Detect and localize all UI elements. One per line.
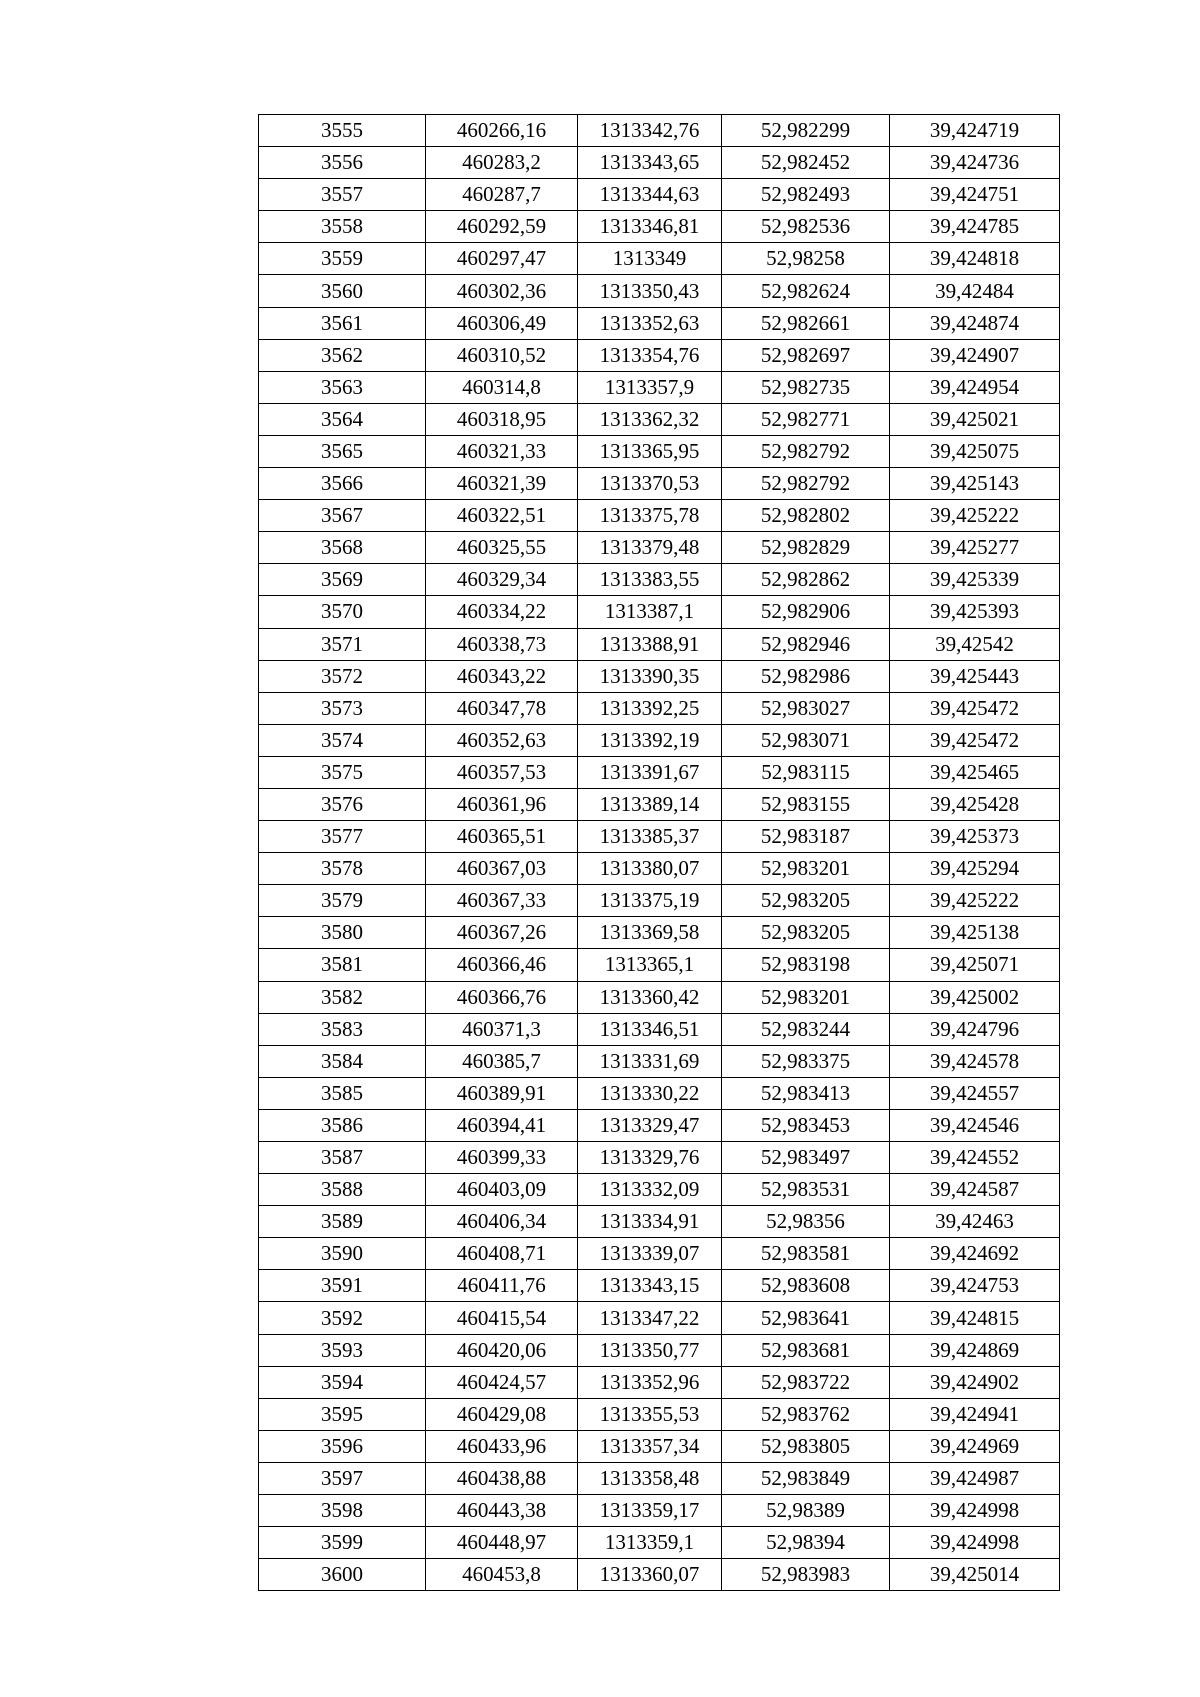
y-coordinate-cell: 1313354,76: [578, 339, 722, 371]
latitude-cell: 52,983244: [722, 1013, 890, 1045]
table-row: [259, 211, 1060, 243]
x-coordinate-cell: 460424,57: [426, 1366, 578, 1398]
table-row: [259, 1559, 1060, 1591]
x-coordinate-cell: 460415,54: [426, 1302, 578, 1334]
y-coordinate-cell: 1313365,1: [578, 949, 722, 981]
longitude-cell: 39,424902: [890, 1366, 1060, 1398]
latitude-cell: 52,982452: [722, 147, 890, 179]
table-row: [259, 853, 1060, 885]
latitude-cell: 52,982624: [722, 275, 890, 307]
longitude-cell: 39,425373: [890, 821, 1060, 853]
point-number-cell: 3563: [259, 371, 426, 403]
table-row: [259, 628, 1060, 660]
y-coordinate-cell: 1313391,67: [578, 756, 722, 788]
y-coordinate-cell: 1313379,48: [578, 532, 722, 564]
y-coordinate-cell: 1313352,96: [578, 1366, 722, 1398]
point-number-cell: 3575: [259, 756, 426, 788]
table-row: [259, 1527, 1060, 1559]
point-number-cell: 3573: [259, 692, 426, 724]
y-coordinate-cell: 1313375,19: [578, 885, 722, 917]
point-number-cell: 3588: [259, 1174, 426, 1206]
point-number-cell: 3589: [259, 1206, 426, 1238]
y-coordinate-cell: 1313350,77: [578, 1334, 722, 1366]
y-coordinate-cell: 1313383,55: [578, 564, 722, 596]
latitude-cell: 52,982829: [722, 532, 890, 564]
table-row: [259, 1045, 1060, 1077]
y-coordinate-cell: 1313385,37: [578, 821, 722, 853]
coordinates-table-body: [259, 115, 1060, 1591]
x-coordinate-cell: 460411,76: [426, 1270, 578, 1302]
latitude-cell: 52,982946: [722, 628, 890, 660]
table-row: [259, 949, 1060, 981]
point-number-cell: 3597: [259, 1462, 426, 1494]
y-coordinate-cell: 1313359,17: [578, 1495, 722, 1527]
table-row: [259, 821, 1060, 853]
longitude-cell: 39,425465: [890, 756, 1060, 788]
table-row: [259, 596, 1060, 628]
table-row: [259, 1462, 1060, 1494]
latitude-cell: 52,983762: [722, 1398, 890, 1430]
y-coordinate-cell: 1313334,91: [578, 1206, 722, 1238]
longitude-cell: 39,425002: [890, 981, 1060, 1013]
y-coordinate-cell: 1313346,51: [578, 1013, 722, 1045]
table-row: [259, 1206, 1060, 1238]
x-coordinate-cell: 460347,78: [426, 692, 578, 724]
point-number-cell: 3557: [259, 179, 426, 211]
y-coordinate-cell: 1313390,35: [578, 660, 722, 692]
x-coordinate-cell: 460429,08: [426, 1398, 578, 1430]
table-row: [259, 115, 1060, 147]
table-row: [259, 500, 1060, 532]
longitude-cell: 39,425294: [890, 853, 1060, 885]
point-number-cell: 3598: [259, 1495, 426, 1527]
longitude-cell: 39,425428: [890, 788, 1060, 820]
latitude-cell: 52,982536: [722, 211, 890, 243]
table-row: [259, 1174, 1060, 1206]
point-number-cell: 3593: [259, 1334, 426, 1366]
point-number-cell: 3599: [259, 1527, 426, 1559]
y-coordinate-cell: 1313358,48: [578, 1462, 722, 1494]
longitude-cell: 39,424546: [890, 1109, 1060, 1141]
longitude-cell: 39,425071: [890, 949, 1060, 981]
x-coordinate-cell: 460306,49: [426, 307, 578, 339]
point-number-cell: 3558: [259, 211, 426, 243]
x-coordinate-cell: 460325,55: [426, 532, 578, 564]
longitude-cell: 39,425075: [890, 435, 1060, 467]
point-number-cell: 3559: [259, 243, 426, 275]
x-coordinate-cell: 460389,91: [426, 1077, 578, 1109]
table-row: [259, 788, 1060, 820]
longitude-cell: 39,424785: [890, 211, 1060, 243]
x-coordinate-cell: 460266,16: [426, 115, 578, 147]
point-number-cell: 3565: [259, 435, 426, 467]
y-coordinate-cell: 1313347,22: [578, 1302, 722, 1334]
latitude-cell: 52,983805: [722, 1430, 890, 1462]
latitude-cell: 52,982735: [722, 371, 890, 403]
x-coordinate-cell: 460329,34: [426, 564, 578, 596]
table-row: [259, 1495, 1060, 1527]
table-row: [259, 1366, 1060, 1398]
x-coordinate-cell: 460371,3: [426, 1013, 578, 1045]
point-number-cell: 3580: [259, 917, 426, 949]
x-coordinate-cell: 460399,33: [426, 1142, 578, 1174]
x-coordinate-cell: 460334,22: [426, 596, 578, 628]
longitude-cell: 39,424969: [890, 1430, 1060, 1462]
table-row: [259, 1013, 1060, 1045]
latitude-cell: 52,98356: [722, 1206, 890, 1238]
longitude-cell: 39,424736: [890, 147, 1060, 179]
y-coordinate-cell: 1313365,95: [578, 435, 722, 467]
latitude-cell: 52,982771: [722, 403, 890, 435]
point-number-cell: 3578: [259, 853, 426, 885]
y-coordinate-cell: 1313380,07: [578, 853, 722, 885]
x-coordinate-cell: 460394,41: [426, 1109, 578, 1141]
latitude-cell: 52,982697: [722, 339, 890, 371]
point-number-cell: 3576: [259, 788, 426, 820]
y-coordinate-cell: 1313369,58: [578, 917, 722, 949]
longitude-cell: 39,424874: [890, 307, 1060, 339]
x-coordinate-cell: 460314,8: [426, 371, 578, 403]
y-coordinate-cell: 1313339,07: [578, 1238, 722, 1270]
longitude-cell: 39,424818: [890, 243, 1060, 275]
latitude-cell: 52,982986: [722, 660, 890, 692]
x-coordinate-cell: 460283,2: [426, 147, 578, 179]
longitude-cell: 39,424552: [890, 1142, 1060, 1174]
y-coordinate-cell: 1313362,32: [578, 403, 722, 435]
latitude-cell: 52,982802: [722, 500, 890, 532]
latitude-cell: 52,983201: [722, 981, 890, 1013]
y-coordinate-cell: 1313329,76: [578, 1142, 722, 1174]
table-row: [259, 339, 1060, 371]
longitude-cell: 39,425021: [890, 403, 1060, 435]
longitude-cell: 39,425339: [890, 564, 1060, 596]
y-coordinate-cell: 1313355,53: [578, 1398, 722, 1430]
table-row: [259, 435, 1060, 467]
table-row: [259, 692, 1060, 724]
table-row: [259, 532, 1060, 564]
point-number-cell: 3574: [259, 724, 426, 756]
latitude-cell: 52,983849: [722, 1462, 890, 1494]
longitude-cell: 39,425222: [890, 885, 1060, 917]
table-row: [259, 1430, 1060, 1462]
x-coordinate-cell: 460318,95: [426, 403, 578, 435]
latitude-cell: 52,983155: [722, 788, 890, 820]
point-number-cell: 3596: [259, 1430, 426, 1462]
point-number-cell: 3568: [259, 532, 426, 564]
point-number-cell: 3592: [259, 1302, 426, 1334]
latitude-cell: 52,983531: [722, 1174, 890, 1206]
latitude-cell: 52,983497: [722, 1142, 890, 1174]
x-coordinate-cell: 460361,96: [426, 788, 578, 820]
y-coordinate-cell: 1313360,07: [578, 1559, 722, 1591]
x-coordinate-cell: 460367,26: [426, 917, 578, 949]
y-coordinate-cell: 1313388,91: [578, 628, 722, 660]
longitude-cell: 39,424907: [890, 339, 1060, 371]
x-coordinate-cell: 460292,59: [426, 211, 578, 243]
point-number-cell: 3600: [259, 1559, 426, 1591]
x-coordinate-cell: 460385,7: [426, 1045, 578, 1077]
longitude-cell: 39,425472: [890, 724, 1060, 756]
point-number-cell: 3581: [259, 949, 426, 981]
x-coordinate-cell: 460366,76: [426, 981, 578, 1013]
x-coordinate-cell: 460338,73: [426, 628, 578, 660]
table-row: [259, 403, 1060, 435]
point-number-cell: 3594: [259, 1366, 426, 1398]
latitude-cell: 52,983198: [722, 949, 890, 981]
point-number-cell: 3571: [259, 628, 426, 660]
latitude-cell: 52,982792: [722, 468, 890, 500]
longitude-cell: 39,424869: [890, 1334, 1060, 1366]
latitude-cell: 52,983115: [722, 756, 890, 788]
longitude-cell: 39,424557: [890, 1077, 1060, 1109]
longitude-cell: 39,425138: [890, 917, 1060, 949]
table-row: [259, 1334, 1060, 1366]
point-number-cell: 3586: [259, 1109, 426, 1141]
x-coordinate-cell: 460297,47: [426, 243, 578, 275]
y-coordinate-cell: 1313342,76: [578, 115, 722, 147]
y-coordinate-cell: 1313387,1: [578, 596, 722, 628]
longitude-cell: 39,425472: [890, 692, 1060, 724]
y-coordinate-cell: 1313350,43: [578, 275, 722, 307]
latitude-cell: 52,98394: [722, 1527, 890, 1559]
point-number-cell: 3591: [259, 1270, 426, 1302]
point-number-cell: 3584: [259, 1045, 426, 1077]
table-row: [259, 564, 1060, 596]
x-coordinate-cell: 460365,51: [426, 821, 578, 853]
latitude-cell: 52,983205: [722, 885, 890, 917]
x-coordinate-cell: 460433,96: [426, 1430, 578, 1462]
table-row: [259, 243, 1060, 275]
x-coordinate-cell: 460367,03: [426, 853, 578, 885]
latitude-cell: 52,983071: [722, 724, 890, 756]
longitude-cell: 39,424941: [890, 1398, 1060, 1430]
x-coordinate-cell: 460310,52: [426, 339, 578, 371]
longitude-cell: 39,424796: [890, 1013, 1060, 1045]
point-number-cell: 3555: [259, 115, 426, 147]
x-coordinate-cell: 460366,46: [426, 949, 578, 981]
x-coordinate-cell: 460438,88: [426, 1462, 578, 1494]
latitude-cell: 52,982862: [722, 564, 890, 596]
latitude-cell: 52,983201: [722, 853, 890, 885]
longitude-cell: 39,42463: [890, 1206, 1060, 1238]
point-number-cell: 3566: [259, 468, 426, 500]
y-coordinate-cell: 1313389,14: [578, 788, 722, 820]
table-row: [259, 981, 1060, 1013]
latitude-cell: 52,982792: [722, 435, 890, 467]
point-number-cell: 3562: [259, 339, 426, 371]
latitude-cell: 52,983608: [722, 1270, 890, 1302]
y-coordinate-cell: 1313392,19: [578, 724, 722, 756]
y-coordinate-cell: 1313352,63: [578, 307, 722, 339]
latitude-cell: 52,983205: [722, 917, 890, 949]
point-number-cell: 3583: [259, 1013, 426, 1045]
latitude-cell: 52,983027: [722, 692, 890, 724]
x-coordinate-cell: 460443,38: [426, 1495, 578, 1527]
x-coordinate-cell: 460357,53: [426, 756, 578, 788]
coordinates-table: [258, 114, 1060, 1591]
longitude-cell: 39,424753: [890, 1270, 1060, 1302]
longitude-cell: 39,424587: [890, 1174, 1060, 1206]
table-row: [259, 885, 1060, 917]
longitude-cell: 39,425277: [890, 532, 1060, 564]
y-coordinate-cell: 1313343,65: [578, 147, 722, 179]
point-number-cell: 3579: [259, 885, 426, 917]
latitude-cell: 52,98258: [722, 243, 890, 275]
x-coordinate-cell: 460321,39: [426, 468, 578, 500]
point-number-cell: 3590: [259, 1238, 426, 1270]
latitude-cell: 52,982299: [722, 115, 890, 147]
x-coordinate-cell: 460420,06: [426, 1334, 578, 1366]
point-number-cell: 3585: [259, 1077, 426, 1109]
table-row: [259, 1302, 1060, 1334]
longitude-cell: 39,424998: [890, 1527, 1060, 1559]
y-coordinate-cell: 1313330,22: [578, 1077, 722, 1109]
y-coordinate-cell: 1313357,34: [578, 1430, 722, 1462]
point-number-cell: 3556: [259, 147, 426, 179]
table-row: [259, 1238, 1060, 1270]
latitude-cell: 52,983722: [722, 1366, 890, 1398]
x-coordinate-cell: 460322,51: [426, 500, 578, 532]
y-coordinate-cell: 1313392,25: [578, 692, 722, 724]
latitude-cell: 52,98389: [722, 1495, 890, 1527]
y-coordinate-cell: 1313332,09: [578, 1174, 722, 1206]
table-row: [259, 1077, 1060, 1109]
table-row: [259, 147, 1060, 179]
y-coordinate-cell: 1313343,15: [578, 1270, 722, 1302]
longitude-cell: 39,425014: [890, 1559, 1060, 1591]
latitude-cell: 52,982493: [722, 179, 890, 211]
longitude-cell: 39,42484: [890, 275, 1060, 307]
table-row: [259, 371, 1060, 403]
y-coordinate-cell: 1313360,42: [578, 981, 722, 1013]
longitude-cell: 39,424719: [890, 115, 1060, 147]
latitude-cell: 52,983983: [722, 1559, 890, 1591]
longitude-cell: 39,424815: [890, 1302, 1060, 1334]
longitude-cell: 39,425143: [890, 468, 1060, 500]
longitude-cell: 39,424578: [890, 1045, 1060, 1077]
longitude-cell: 39,425443: [890, 660, 1060, 692]
point-number-cell: 3569: [259, 564, 426, 596]
point-number-cell: 3595: [259, 1398, 426, 1430]
table-row: [259, 724, 1060, 756]
latitude-cell: 52,983453: [722, 1109, 890, 1141]
y-coordinate-cell: 1313375,78: [578, 500, 722, 532]
x-coordinate-cell: 460448,97: [426, 1527, 578, 1559]
latitude-cell: 52,982661: [722, 307, 890, 339]
x-coordinate-cell: 460408,71: [426, 1238, 578, 1270]
latitude-cell: 52,983413: [722, 1077, 890, 1109]
longitude-cell: 39,425222: [890, 500, 1060, 532]
table-row: [259, 917, 1060, 949]
point-number-cell: 3564: [259, 403, 426, 435]
longitude-cell: 39,424751: [890, 179, 1060, 211]
latitude-cell: 52,983187: [722, 821, 890, 853]
y-coordinate-cell: 1313349: [578, 243, 722, 275]
table-row: [259, 660, 1060, 692]
x-coordinate-cell: 460367,33: [426, 885, 578, 917]
point-number-cell: 3582: [259, 981, 426, 1013]
table-row: [259, 1142, 1060, 1174]
y-coordinate-cell: 1313344,63: [578, 179, 722, 211]
point-number-cell: 3577: [259, 821, 426, 853]
table-row: [259, 1109, 1060, 1141]
longitude-cell: 39,424954: [890, 371, 1060, 403]
table-row: [259, 1270, 1060, 1302]
point-number-cell: 3561: [259, 307, 426, 339]
point-number-cell: 3570: [259, 596, 426, 628]
latitude-cell: 52,983681: [722, 1334, 890, 1366]
x-coordinate-cell: 460352,63: [426, 724, 578, 756]
x-coordinate-cell: 460321,33: [426, 435, 578, 467]
x-coordinate-cell: 460406,34: [426, 1206, 578, 1238]
table-row: [259, 275, 1060, 307]
y-coordinate-cell: 1313370,53: [578, 468, 722, 500]
y-coordinate-cell: 1313331,69: [578, 1045, 722, 1077]
latitude-cell: 52,983641: [722, 1302, 890, 1334]
longitude-cell: 39,424998: [890, 1495, 1060, 1527]
point-number-cell: 3560: [259, 275, 426, 307]
y-coordinate-cell: 1313329,47: [578, 1109, 722, 1141]
table-row: [259, 1398, 1060, 1430]
point-number-cell: 3587: [259, 1142, 426, 1174]
y-coordinate-cell: 1313346,81: [578, 211, 722, 243]
table-row: [259, 468, 1060, 500]
table-row: [259, 179, 1060, 211]
x-coordinate-cell: 460302,36: [426, 275, 578, 307]
latitude-cell: 52,983375: [722, 1045, 890, 1077]
point-number-cell: 3572: [259, 660, 426, 692]
table-row: [259, 307, 1060, 339]
latitude-cell: 52,983581: [722, 1238, 890, 1270]
x-coordinate-cell: 460453,8: [426, 1559, 578, 1591]
longitude-cell: 39,425393: [890, 596, 1060, 628]
table-row: [259, 756, 1060, 788]
latitude-cell: 52,982906: [722, 596, 890, 628]
x-coordinate-cell: 460343,22: [426, 660, 578, 692]
y-coordinate-cell: 1313357,9: [578, 371, 722, 403]
x-coordinate-cell: 460403,09: [426, 1174, 578, 1206]
longitude-cell: 39,424692: [890, 1238, 1060, 1270]
x-coordinate-cell: 460287,7: [426, 179, 578, 211]
longitude-cell: 39,424987: [890, 1462, 1060, 1494]
longitude-cell: 39,42542: [890, 628, 1060, 660]
y-coordinate-cell: 1313359,1: [578, 1527, 722, 1559]
point-number-cell: 3567: [259, 500, 426, 532]
